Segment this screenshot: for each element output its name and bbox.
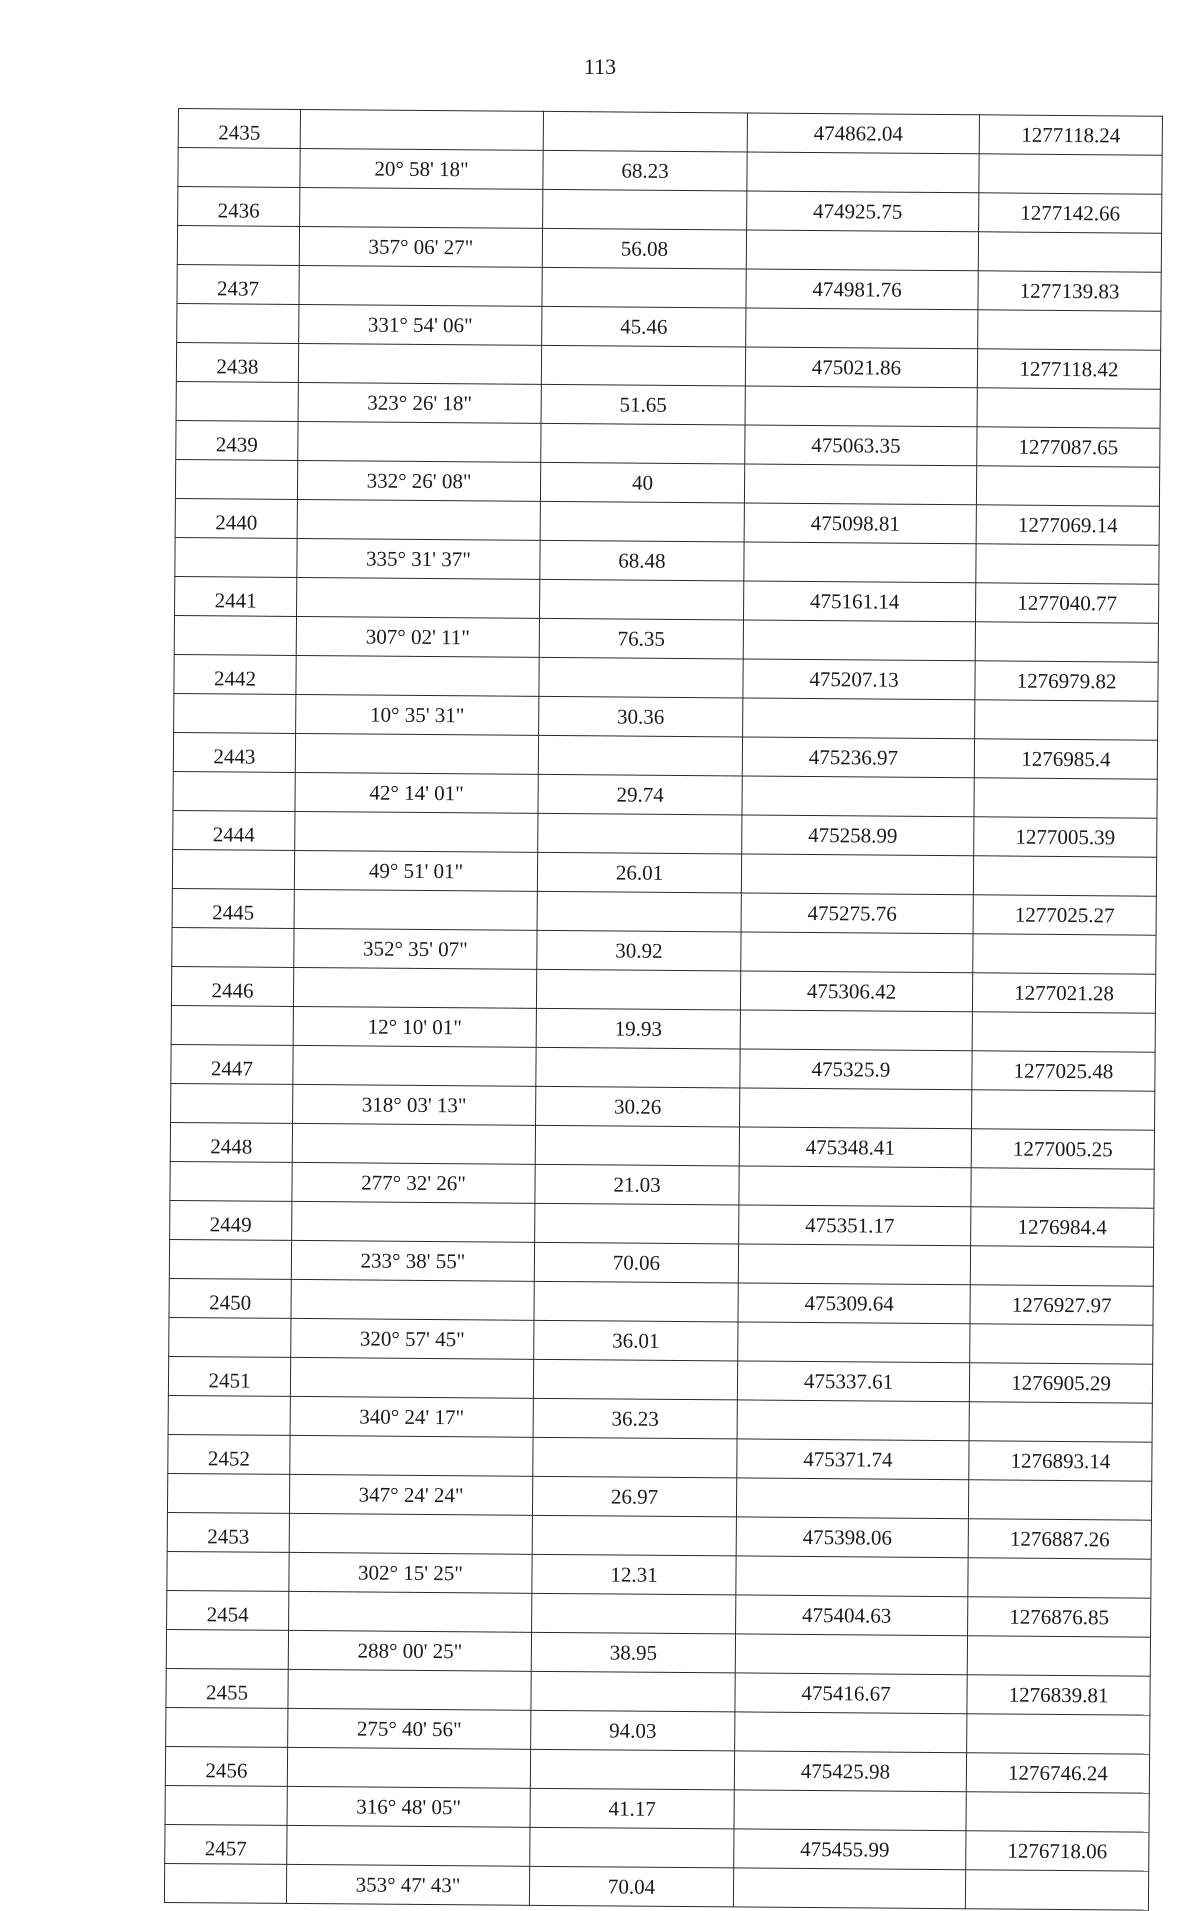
station-number-cell: 2451 [168, 1356, 290, 1396]
empty-cell [300, 109, 543, 150]
bearing-cell: 332° 26' 08" [297, 460, 540, 501]
distance-cell: 41.17 [530, 1788, 734, 1829]
bearing-cell: 353° 47' 43" [286, 1864, 529, 1905]
empty-cell [736, 1478, 968, 1519]
bearing-cell: 318° 03' 13" [293, 1084, 536, 1125]
distance-cell: 30.36 [539, 696, 743, 737]
table-row-segment [164, 1863, 1148, 1910]
empty-cell [536, 969, 740, 1010]
northing-cell: 475258.99 [742, 815, 974, 856]
empty-cell [299, 265, 542, 306]
empty-cell [537, 891, 741, 932]
easting-cell: 1277040.77 [975, 583, 1158, 623]
empty-cell [967, 1714, 1150, 1754]
empty-cell [746, 230, 978, 271]
empty-cell [297, 499, 540, 540]
empty-cell [535, 1125, 739, 1166]
empty-cell [290, 1435, 533, 1476]
distance-cell: 26.97 [532, 1476, 736, 1517]
bearing-cell: 316° 48' 05" [287, 1786, 530, 1827]
easting-cell: 1277005.39 [974, 817, 1157, 857]
empty-cell [178, 148, 300, 188]
bearing-cell: 20° 58' 18" [300, 148, 543, 189]
empty-cell [171, 1083, 293, 1123]
northing-cell: 475351.17 [739, 1205, 971, 1246]
station-number-cell: 2444 [173, 810, 295, 850]
northing-cell: 474981.76 [746, 269, 978, 310]
empty-cell [298, 421, 541, 462]
empty-cell [293, 967, 536, 1008]
station-number-cell: 2443 [173, 732, 295, 772]
northing-cell: 475306.42 [740, 971, 972, 1012]
empty-cell [976, 466, 1159, 506]
empty-cell [169, 1317, 291, 1357]
distance-cell: 45.46 [542, 306, 746, 347]
northing-cell: 475161.14 [743, 581, 975, 622]
empty-cell [735, 1712, 967, 1753]
empty-cell [292, 1201, 535, 1242]
empty-cell [539, 657, 743, 698]
distance-cell: 21.03 [535, 1164, 739, 1205]
empty-cell [739, 1166, 971, 1207]
distance-cell: 40 [540, 462, 744, 503]
empty-cell [970, 1246, 1153, 1286]
distance-cell: 68.23 [543, 150, 747, 191]
station-number-cell: 2439 [176, 420, 298, 460]
empty-cell [737, 1400, 969, 1441]
empty-cell [745, 386, 977, 427]
empty-cell [295, 811, 538, 852]
easting-cell: 1276985.4 [974, 739, 1157, 779]
empty-cell [740, 1088, 972, 1129]
northing-cell: 475398.06 [736, 1517, 968, 1558]
empty-cell [971, 1168, 1154, 1208]
bearing-cell: 49° 51' 01" [294, 850, 537, 891]
distance-cell: 38.95 [531, 1632, 735, 1673]
empty-cell [289, 1591, 532, 1632]
empty-cell [541, 345, 745, 386]
easting-cell: 1276887.26 [968, 1519, 1151, 1559]
empty-cell [531, 1671, 735, 1712]
empty-cell [532, 1593, 736, 1634]
distance-cell: 94.03 [531, 1710, 735, 1751]
northing-cell: 475455.99 [734, 1829, 966, 1870]
station-number-cell: 2448 [170, 1122, 292, 1162]
empty-cell [291, 1279, 534, 1320]
distance-cell: 51.65 [541, 384, 745, 425]
empty-cell [174, 615, 296, 655]
easting-cell: 1276905.29 [969, 1363, 1152, 1403]
empty-cell [747, 152, 979, 193]
bearing-cell: 233° 38' 55" [291, 1240, 534, 1281]
easting-cell: 1277069.14 [976, 505, 1159, 545]
empty-cell [741, 854, 973, 895]
easting-cell: 1276979.82 [975, 661, 1158, 701]
empty-cell [168, 1395, 290, 1435]
empty-cell [975, 622, 1158, 662]
empty-cell [975, 700, 1158, 740]
empty-cell [741, 932, 973, 973]
station-number-cell: 2455 [166, 1668, 288, 1708]
station-number-cell: 2437 [177, 264, 299, 304]
empty-cell [532, 1515, 736, 1556]
empty-cell [177, 303, 299, 343]
empty-cell [536, 1047, 740, 1088]
empty-cell [972, 1012, 1155, 1052]
empty-cell [543, 111, 747, 152]
bearing-cell: 275° 40' 56" [288, 1708, 531, 1749]
empty-cell [978, 310, 1161, 350]
empty-cell [172, 849, 294, 889]
bearing-cell: 302° 15' 25" [289, 1552, 532, 1593]
station-number-cell: 2450 [169, 1278, 291, 1318]
northing-cell: 475325.9 [740, 1049, 972, 1090]
empty-cell [166, 1629, 288, 1669]
empty-cell [172, 927, 294, 967]
easting-cell: 1276927.97 [970, 1285, 1153, 1325]
northing-cell: 475371.74 [737, 1439, 969, 1480]
station-number-cell: 2452 [168, 1434, 290, 1474]
empty-cell [177, 226, 299, 266]
empty-cell [740, 1010, 972, 1051]
northing-cell: 475348.41 [739, 1127, 971, 1168]
empty-cell [542, 267, 746, 308]
easting-cell: 1277118.24 [979, 115, 1162, 155]
empty-cell [300, 187, 543, 228]
empty-cell [297, 577, 540, 618]
distance-cell: 30.92 [537, 930, 741, 971]
empty-cell [969, 1402, 1152, 1442]
station-number-cell: 2445 [172, 888, 294, 928]
station-number-cell: 2457 [165, 1824, 287, 1864]
northing-cell: 475207.13 [743, 659, 975, 700]
empty-cell [965, 1870, 1148, 1910]
station-number-cell: 2442 [174, 654, 296, 694]
empty-cell [530, 1749, 734, 1790]
empty-cell [175, 459, 297, 499]
easting-cell: 1277005.25 [971, 1129, 1154, 1169]
northing-cell: 475236.97 [742, 737, 974, 778]
empty-cell [530, 1827, 734, 1868]
bearing-cell: 347° 24' 24" [289, 1474, 532, 1515]
bearing-cell: 331° 54' 06" [299, 304, 542, 345]
empty-cell [966, 1792, 1149, 1832]
easting-cell: 1277025.27 [973, 895, 1156, 935]
bearing-cell: 12° 10' 01" [293, 1006, 536, 1047]
northing-cell: 475098.81 [744, 503, 976, 544]
station-number-cell: 2447 [171, 1044, 293, 1084]
empty-cell [976, 544, 1159, 584]
northing-cell: 475404.63 [736, 1595, 968, 1636]
northing-cell: 475337.61 [737, 1361, 969, 1402]
empty-cell [733, 1868, 965, 1909]
empty-cell [533, 1359, 737, 1400]
empty-cell [968, 1480, 1151, 1520]
distance-cell: 68.48 [540, 540, 744, 581]
empty-cell [166, 1707, 288, 1747]
distance-cell: 36.01 [534, 1320, 738, 1361]
empty-cell [295, 733, 538, 774]
station-number-cell: 2454 [167, 1590, 289, 1630]
distance-cell: 29.74 [538, 774, 742, 815]
northing-cell: 474862.04 [747, 113, 979, 154]
empty-cell [738, 1322, 970, 1363]
easting-cell: 1276984.4 [971, 1207, 1154, 1247]
empty-cell [973, 934, 1156, 974]
station-number-cell: 2438 [176, 342, 298, 382]
easting-cell: 1276876.85 [968, 1597, 1151, 1637]
empty-cell [744, 464, 976, 505]
bearing-cell: 288° 00' 25" [288, 1630, 531, 1671]
empty-cell [288, 1669, 531, 1710]
empty-cell [174, 693, 296, 733]
survey-coordinates-table [164, 108, 1163, 1911]
distance-cell: 70.04 [529, 1866, 733, 1907]
northing-cell: 475021.86 [745, 347, 977, 388]
distance-cell: 70.06 [534, 1242, 738, 1283]
page-number: 113 [583, 54, 617, 79]
station-number-cell: 2440 [175, 498, 297, 538]
bearing-cell: 277° 32' 26" [292, 1162, 535, 1203]
bearing-cell: 335° 31' 37" [297, 538, 540, 579]
empty-cell [979, 154, 1162, 194]
empty-cell [165, 1785, 287, 1825]
northing-cell: 475425.98 [734, 1751, 966, 1792]
empty-cell [746, 308, 978, 349]
easting-cell: 1277021.28 [972, 973, 1155, 1013]
empty-cell [176, 381, 298, 421]
empty-cell [290, 1357, 533, 1398]
easting-cell: 1277118.42 [977, 349, 1160, 389]
distance-cell: 12.31 [532, 1554, 736, 1595]
empty-cell [968, 1558, 1151, 1598]
bearing-cell: 320° 57' 45" [291, 1318, 534, 1359]
empty-cell [538, 735, 742, 776]
distance-cell: 56.08 [542, 228, 746, 269]
easting-cell: 1277142.66 [979, 193, 1162, 233]
empty-cell [287, 1747, 530, 1788]
easting-cell: 1276746.24 [966, 1753, 1149, 1793]
empty-cell [973, 856, 1156, 896]
northing-cell: 475063.35 [745, 425, 977, 466]
empty-cell [978, 232, 1161, 272]
empty-cell [735, 1634, 967, 1675]
station-number-cell: 2436 [178, 187, 300, 227]
empty-cell [169, 1239, 291, 1279]
easting-cell: 1276839.81 [967, 1675, 1150, 1715]
distance-cell: 36.23 [533, 1398, 737, 1439]
northing-cell: 475416.67 [735, 1673, 967, 1714]
empty-cell [967, 1636, 1150, 1676]
empty-cell [972, 1090, 1155, 1130]
empty-cell [171, 1005, 293, 1045]
bearing-cell: 307° 02' 11" [296, 616, 539, 657]
empty-cell [294, 889, 537, 930]
empty-cell [175, 537, 297, 577]
empty-cell [974, 778, 1157, 818]
empty-cell [292, 1123, 535, 1164]
bearing-cell: 42° 14' 01" [295, 772, 538, 813]
easting-cell: 1277139.83 [978, 271, 1161, 311]
empty-cell [540, 501, 744, 542]
empty-cell [173, 771, 295, 811]
station-number-cell: 2449 [170, 1200, 292, 1240]
station-number-cell: 2441 [175, 576, 297, 616]
empty-cell [543, 189, 747, 230]
northing-cell: 474925.75 [747, 191, 979, 232]
easting-cell: 1276893.14 [969, 1441, 1152, 1481]
empty-cell [287, 1825, 530, 1866]
empty-cell [970, 1324, 1153, 1364]
empty-cell [736, 1556, 968, 1597]
bearing-cell: 323° 26' 18" [298, 382, 541, 423]
station-number-cell: 2456 [165, 1746, 287, 1786]
bearing-cell: 352° 35' 07" [294, 928, 537, 969]
empty-cell [535, 1203, 739, 1244]
empty-cell [744, 542, 976, 583]
station-number-cell: 2446 [171, 966, 293, 1006]
table-body [164, 109, 1162, 1911]
distance-cell: 26.01 [537, 852, 741, 893]
distance-cell: 76.35 [539, 618, 743, 659]
bearing-cell: 357° 06' 27" [299, 226, 542, 267]
empty-cell [298, 343, 541, 384]
empty-cell [734, 1790, 966, 1831]
empty-cell [977, 388, 1160, 428]
bearing-cell: 340° 24' 17" [290, 1396, 533, 1437]
empty-cell [167, 1551, 289, 1591]
empty-cell [738, 1244, 970, 1285]
easting-cell: 1276718.06 [966, 1831, 1149, 1871]
easting-cell: 1277025.48 [972, 1051, 1155, 1091]
empty-cell [533, 1437, 737, 1478]
station-number-cell: 2453 [167, 1512, 289, 1552]
empty-cell [167, 1473, 289, 1513]
empty-cell [534, 1281, 738, 1322]
distance-cell: 30.26 [536, 1086, 740, 1127]
empty-cell [170, 1161, 292, 1201]
easting-cell: 1277087.65 [977, 427, 1160, 467]
empty-cell [164, 1863, 286, 1903]
station-number-cell: 2435 [178, 109, 300, 149]
bearing-cell: 10° 35' 31" [296, 694, 539, 735]
empty-cell [293, 1045, 536, 1086]
empty-cell [742, 776, 974, 817]
empty-cell [296, 655, 539, 696]
empty-cell [289, 1513, 532, 1554]
empty-cell [540, 579, 744, 620]
empty-cell [743, 620, 975, 661]
empty-cell [743, 698, 975, 739]
distance-cell: 19.93 [536, 1008, 740, 1049]
northing-cell: 475309.64 [738, 1283, 970, 1324]
northing-cell: 475275.76 [741, 893, 973, 934]
empty-cell [538, 813, 742, 854]
empty-cell [541, 423, 745, 464]
